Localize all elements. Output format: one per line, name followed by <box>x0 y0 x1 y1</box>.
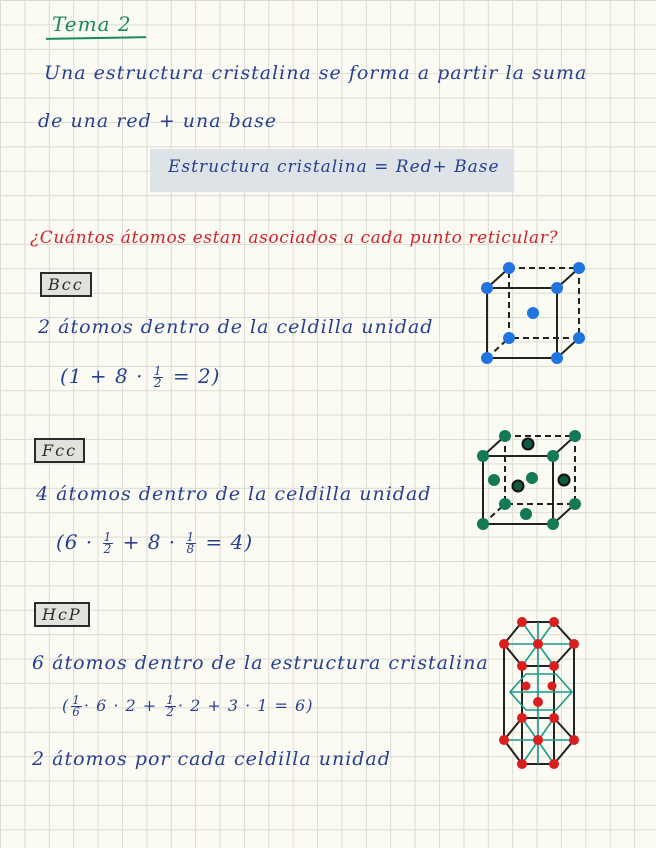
hcp-calculation <box>62 695 313 718</box>
fcc-frac2-den: 8 <box>186 542 196 556</box>
bcc-calculation <box>60 364 220 389</box>
bcc-label: Bcc <box>40 272 92 297</box>
bcc-frac-den: 2 <box>153 376 163 390</box>
hcp-text-2: 2 átomos por cada celdilla unidad <box>32 748 391 770</box>
hcp-frac2-num: 1 <box>166 693 175 707</box>
hcp-fraction-1 <box>71 695 82 718</box>
intro-line-2: de una red + una base <box>38 110 278 132</box>
hcp-prism-icon <box>498 614 584 772</box>
fcc-cube-icon <box>474 428 586 534</box>
hcp-text: 6 átomos dentro de la estructura cristalina <box>32 652 489 674</box>
fcc-fraction-2 <box>186 532 197 555</box>
page-title: Tema 2 <box>52 12 132 36</box>
title-underline <box>46 36 146 40</box>
bcc-text: 2 átomos dentro de la celdilla unidad <box>38 316 434 338</box>
fcc-text: 4 átomos dentro de la celdilla unidad <box>36 483 432 505</box>
fcc-calculation <box>56 530 253 555</box>
intro-line-1: Una estructura cristalina se forma a partir la suma <box>44 62 588 84</box>
bcc-frac-num: 1 <box>153 364 163 378</box>
hcp-frac1-num: 1 <box>72 693 81 707</box>
bcc-fraction <box>153 366 164 389</box>
fcc-fraction-1 <box>103 532 114 555</box>
fcc-calc-close: = 4) <box>205 530 254 554</box>
fcc-frac2-num: 1 <box>186 530 196 544</box>
formula-text: Estructura cristalina = Red+ Base <box>168 157 500 177</box>
bcc-cube-icon <box>478 260 588 370</box>
fcc-calc-open: (6 · <box>56 530 94 554</box>
hcp-calc-mid: · 6 · 2 + <box>83 696 158 715</box>
hcp-fraction-2 <box>165 695 176 718</box>
bcc-calc-close: = 2) <box>172 364 221 388</box>
fcc-calc-mid: + 8 · <box>122 530 177 554</box>
fcc-frac1-num: 1 <box>103 530 113 544</box>
question-heading: ¿Cuántos átomos estan asociados a cada punto reticular? <box>30 228 559 248</box>
hcp-label: HcP <box>34 602 90 627</box>
hcp-calc-open: ( <box>62 696 70 715</box>
fcc-label: Fcc <box>34 438 85 463</box>
hcp-calc-close: · 2 + 3 · 1 = 6) <box>177 696 314 715</box>
hcp-frac2-den: 2 <box>166 705 175 719</box>
fcc-frac1-den: 2 <box>103 542 113 556</box>
bcc-calc-open: (1 + 8 · <box>60 364 144 388</box>
hcp-frac1-den: 6 <box>72 705 81 719</box>
